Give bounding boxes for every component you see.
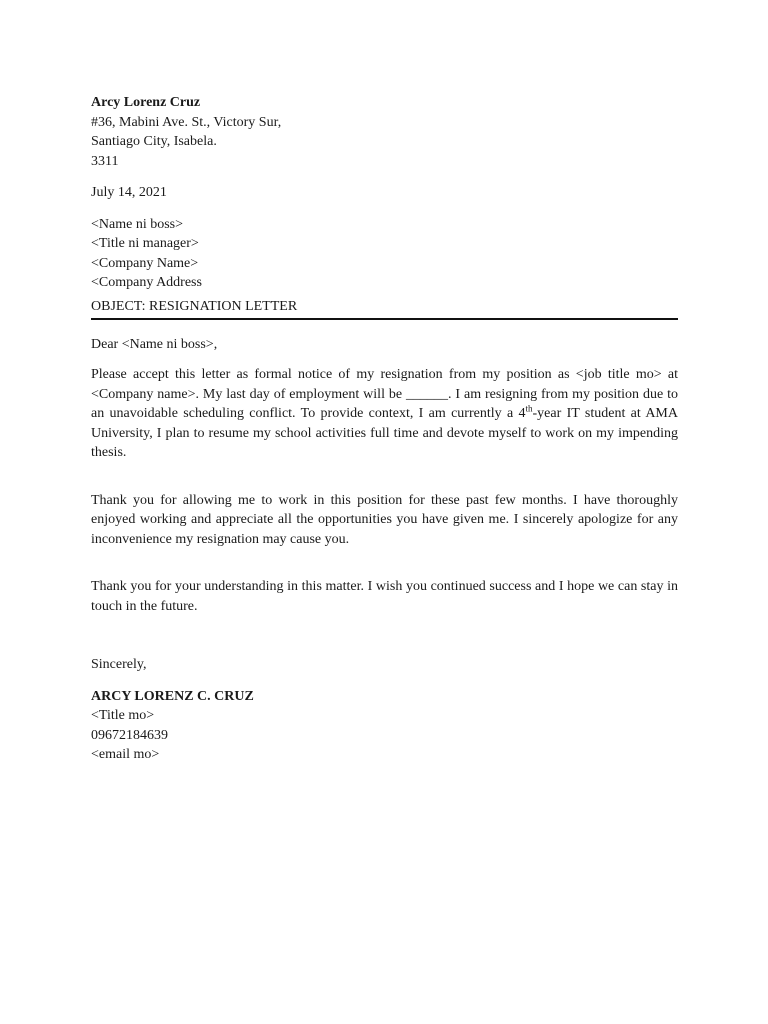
signature-phone: 09672184639 [91,727,168,743]
ordinal-suffix: th [525,403,533,414]
body-paragraph-2: Thank you for allowing me to work in this position for these past few months. I have thoroughly enjoyed working and appreciate all the opportunities you have given me. I sincerely apologize for any inconvenience my resignation may cause you. [91,492,678,547]
letter-date: July 14, 2021 [91,185,167,200]
signature-name: ARCY LORENZ C. CRUZ [91,688,254,704]
sender-zip: 3311 [91,153,119,169]
body-paragraph-1-part-b: -year IT student at AMA University, I plan to resume my school activities full time and devote myself to work on my impending thesis. [91,406,678,460]
sender-block [91,93,678,171]
signature-block [91,687,678,765]
recipient-company: <Company Name> [91,255,199,271]
recipient-title: <Title ni manager> [91,236,199,251]
letter-page [91,93,678,765]
sender-address-line2: Santiago City, Isabela. [91,134,217,149]
body-paragraph-3: Thank you for your understanding in this matter. I wish you continued success and I hope we can stay in touch in the future. [91,579,678,614]
closing: Sincerely, [91,657,147,672]
sender-name: Arcy Lorenz Cruz [91,95,201,110]
sender-address-line1: #36, Mabini Ave. St., Victory Sur, [91,114,282,130]
subject-line: OBJECT: RESIGNATION LETTER [91,297,678,320]
recipient-name: <Name ni boss> [91,216,184,232]
signature-title: <Title mo> [91,708,155,723]
body-paragraph-1 [91,365,678,463]
salutation: Dear <Name ni boss>, [91,336,218,352]
body-paragraph-1-part-a: Please accept this letter as formal notice of my resignation from my position as <job title mo> at <Company name>. My last day of employment will be ______. I am resigning from my position due to an unavoidable scheduling conflict. To provide context, I am currently a 4 [91,367,678,421]
recipient-block [91,215,678,293]
recipient-address: <Company Address [91,275,202,290]
signature-email: <email mo> [91,747,160,762]
